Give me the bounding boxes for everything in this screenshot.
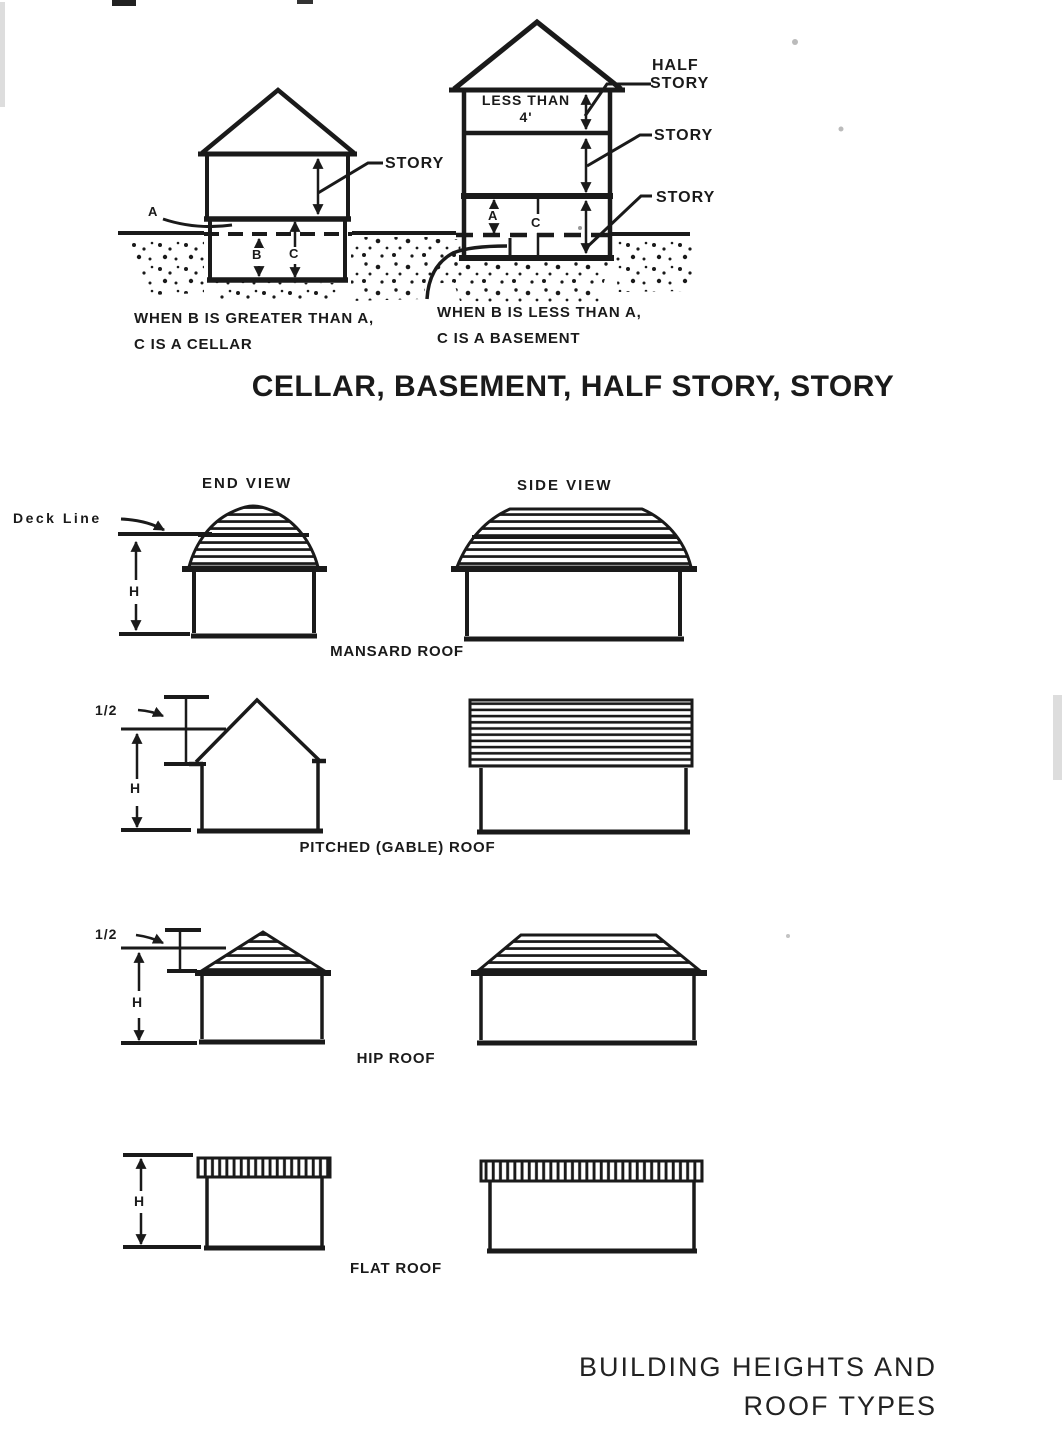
dim-c-left: C [286,247,301,261]
deck-line-label: Deck Line [13,510,102,526]
page-title-line2: ROOF TYPES [743,1391,937,1421]
end-view-header: END VIEW [202,475,293,492]
cellar-caption-line2: C IS A CELLAR [134,336,253,353]
basement-caption-line1: WHEN B IS LESS THAN A, [437,304,642,321]
hip-half-label: 1/2 [95,926,118,942]
less-than-value: 4' [519,109,533,125]
top-diagram-title: CELLAR, BASEMENT, HALF STORY, STORY [251,370,895,403]
basement-caption-line2: C IS A BASEMENT [437,330,581,347]
dim-a-left: A [148,204,158,219]
hip-roof-caption: HIP ROOF [356,1050,436,1067]
cellar-caption-line1: WHEN B IS GREATER THAN A, [134,310,374,327]
page-title-line1: BUILDING HEIGHTS AND [578,1352,937,1382]
story-label-left-house: STORY [385,155,445,172]
pitched-half-label: 1/2 [95,702,118,718]
story-label-lower: STORY [656,189,716,206]
pitched-roof-caption: PITCHED (GABLE) ROOF [299,839,496,856]
pitched-h-label: H [127,781,144,796]
mansard-h-label: H [126,584,143,599]
half-story-label-line1: HALF [652,57,699,74]
half-story-label-line2: STORY [650,75,710,92]
dim-b-left: B [249,248,264,262]
less-than-label: LESS THAN [481,92,571,108]
side-view-header: SIDE VIEW [517,477,613,494]
story-label-upper: STORY [654,127,714,144]
mansard-roof-caption: MANSARD ROOF [330,643,464,660]
flat-h-label: H [131,1194,148,1209]
dim-c-right: C [528,216,543,230]
hip-h-label: H [129,995,146,1010]
dim-a-right: A [485,209,500,223]
flat-roof-caption: FLAT ROOF [350,1260,442,1277]
